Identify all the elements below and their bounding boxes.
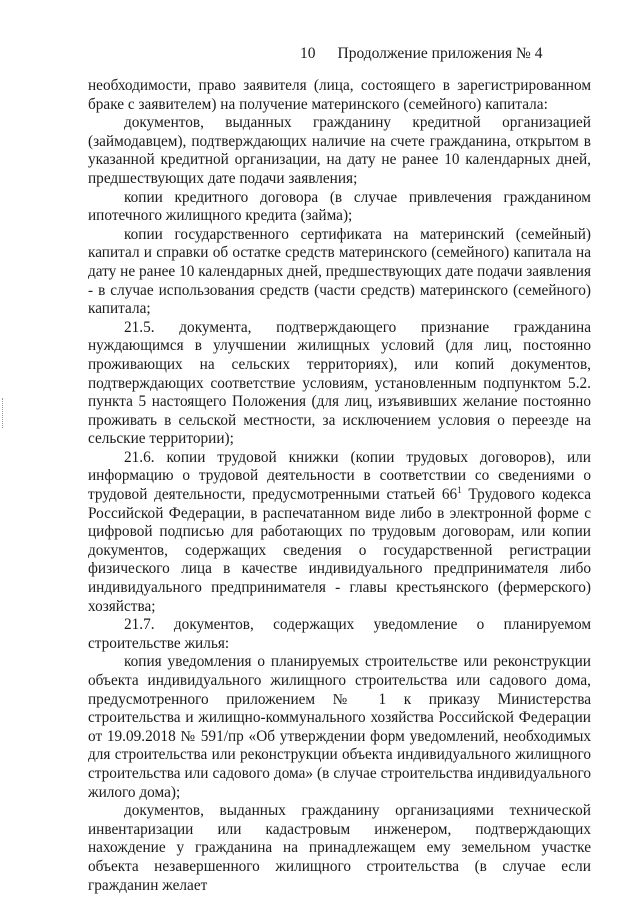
paragraph-loan-agreement: копии кредитного договора (в случае привлечения гражданином ипотечного жилищного кредита (займа); [88, 188, 591, 225]
paragraph-21-6-part-1: 21.6. копии трудовой книжки (копии трудовых договоров), или информацию о трудовой деятельности в соответствии со сведениями о трудовой деятельности, предусмотренными статьей 66 [88, 448, 591, 504]
paragraph-21-6 [88, 449, 591, 616]
margin-mark [2, 398, 6, 428]
paragraph-notification-copy: копия уведомления о планируемых строительстве или реконструкции объекта индивидуального жилищного строительства или садового дома, предусмотренного приложением № 1 к приказу Министерства строительства и жилищно-коммунального хозяйства Российской Федерации от 19.09.2018 № 591/пр «Об утверждении форм уведомлений, необходимых для строительства или реконструкции объекта индивидуального жилищного строительства или садового дома» (в случае строительства индивидуального жилого дома); [88, 653, 591, 801]
paragraph-maternity-certificate: копии государственного сертификата на материнский (семейный) капитал и справки об остатке средств материнского (семейного) капитала на дату не ранее 10 календарных дней, предшествующих дате подачи заявления - в случае использования средств (части средств) материнского (семейного) капитала; [88, 225, 591, 318]
paragraph-21-6-part-2: Трудового кодекса Российской Федерации, в распечатанном виде либо в электронной форме с цифровой подписью для работающих по трудовым договорам, или копии документов, содержащих сведения о государственной регистрации физического лица в качестве индивидуального предпринимателя либо индивидуального предпринимателя - главы крестьянского (фермерского) хозяйства; [88, 486, 591, 615]
paragraph-credit-documents: документов, выданных гражданину кредитной организацией (займодавцем), подтверждающих наличие на счете гражданина, открытом в указанной кредитной организации, на дату не ранее 10 календарных дней, предшествующих дате подачи заявления; [88, 114, 591, 187]
article-superscript: 1 [457, 485, 462, 496]
paragraph-21-5: 21.5. документа, подтверждающего признание гражданина нуждающимся в улучшении жилищных условий (для лиц, постоянно проживающих на сельских территориях), или копий документов, подтверждающих соответствие условиям, установленным подпунктом 5.2. пункта 5 настоящего Положения (для лиц, изъявивших желание постоянно проживать в сельской местности, за исключением условия о переезде на сельские территории); [88, 318, 591, 448]
paragraph-21-7: 21.7. документов, содержащих уведомление о планируемом строительстве жилья: [88, 616, 591, 652]
appendix-title: Продолжение приложения № 4 [337, 45, 543, 62]
page-header [300, 44, 590, 64]
document-body [88, 77, 591, 895]
paragraph-inventory-documents: документов, выданных гражданину организациями технической инвентаризации или кадастровым инженером, подтверждающих нахождение у гражданина на принадлежащем ему земельном участке объекта незавершенного жилищного строительства (в случае если гражданин желает [88, 802, 591, 894]
paragraph-necessity: необходимости, право заявителя (лица, состоящего в зарегистрированном браке с заявителем) на получение материнского (семейного) капитала: [88, 77, 591, 113]
page-number: 10 [300, 45, 316, 62]
